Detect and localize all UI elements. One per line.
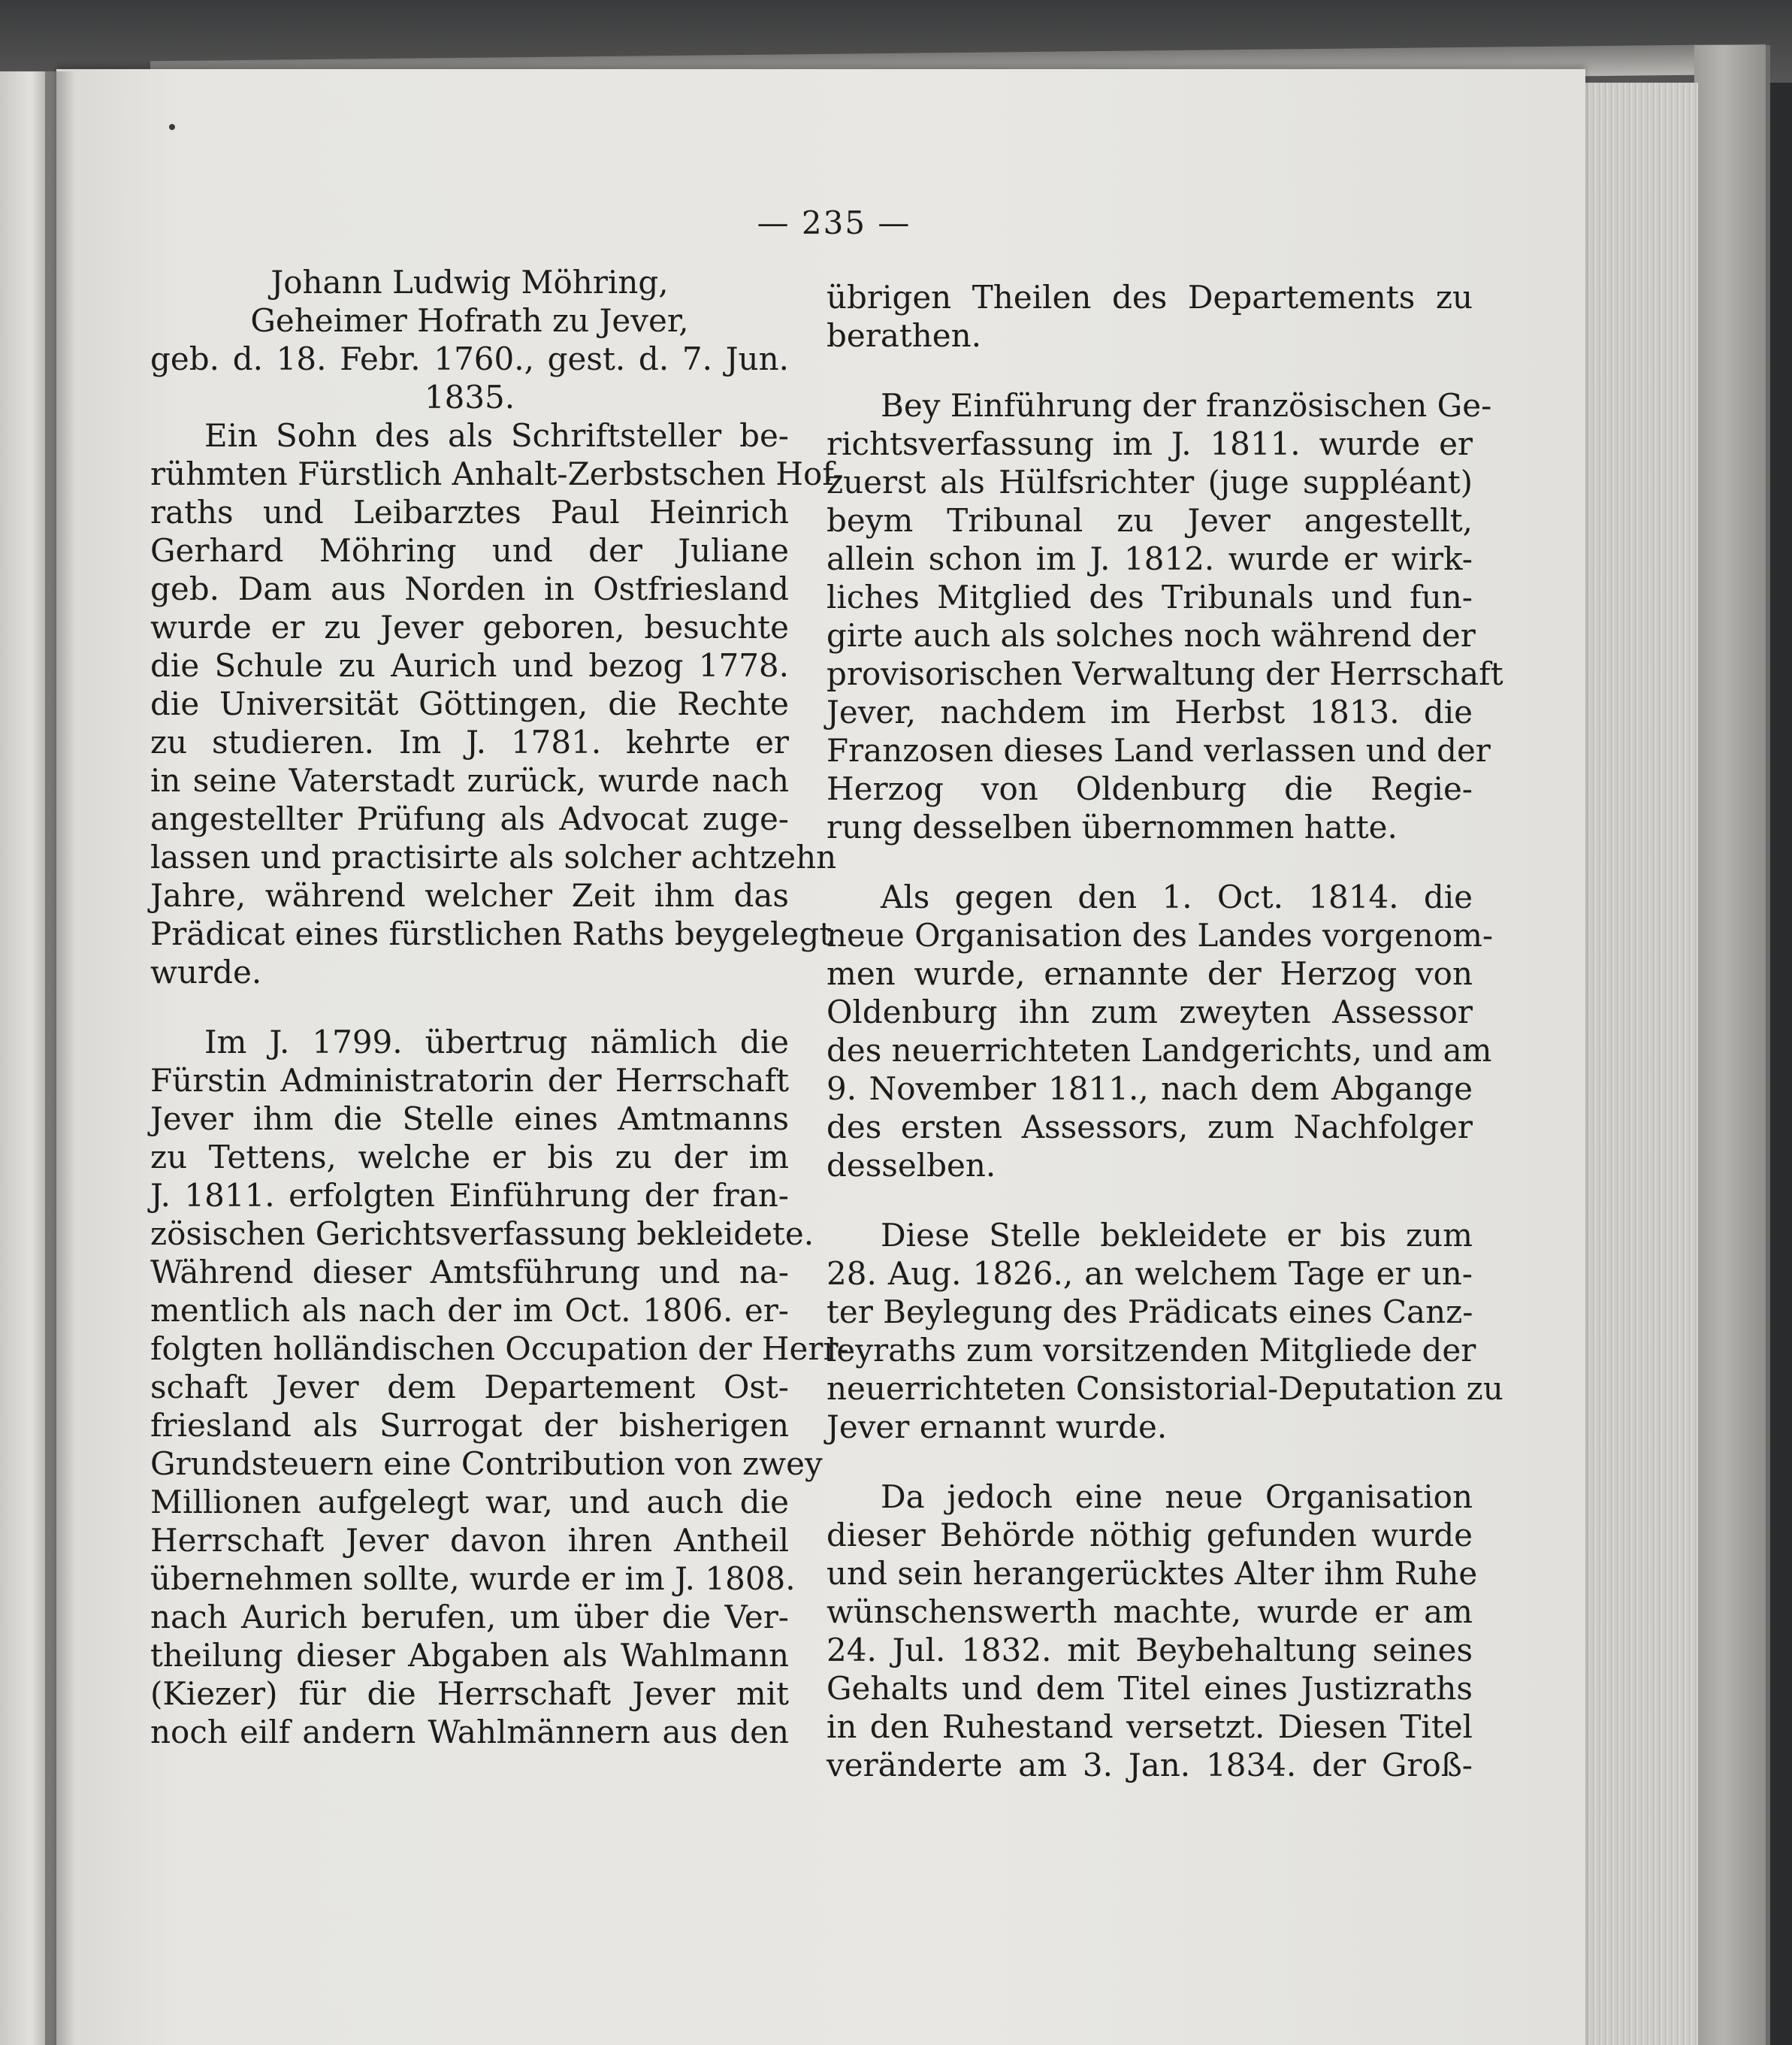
left-column-text-line: Grundsteuern eine Contribution von zwey <box>150 1445 823 1482</box>
right-column-text-line: 24. Jul. 1832. mit Beybehaltung seines <box>826 1632 1473 1668</box>
ink-speck <box>169 124 175 130</box>
left-column-text-line: theilung dieser Abgaben als Wahlmann <box>150 1637 789 1674</box>
left-column-text-line: J. 1811. erfolgten Einführung der fran- <box>150 1177 789 1214</box>
left-column-text-line: Während dieser Amtsführung und na- <box>150 1254 789 1290</box>
left-column-text-line: zu studieren. Im J. 1781. kehrte er <box>150 724 789 761</box>
right-column-text-line: liches Mitglied des Tribunals und fun- <box>826 579 1473 616</box>
right-column-text-line: übrigen Theilen des Departements zu <box>826 279 1473 316</box>
left-column-text-line: Prädicat eines fürstlichen Raths beygelegt <box>150 915 833 952</box>
right-column-text-line: rung desselben übernommen hatte. <box>826 809 1398 846</box>
right-column-text-line: Oldenburg ihn zum zweyten Assessor <box>826 994 1473 1030</box>
left-column-text-line: angestellter Prüfung als Advocat zuge- <box>150 800 789 837</box>
left-column-text-line: Herrschaft Jever davon ihren Antheil <box>150 1522 789 1559</box>
right-column-text-line: provisorischen Verwaltung der Herrschaft <box>826 655 1503 692</box>
left-column-text-line: Gerhard Möhring und der Juliane <box>150 532 789 569</box>
left-column-text-line: die Universität Göttingen, die Rechte <box>150 685 789 722</box>
right-column-text-line: richtsverfassung im J. 1811. wurde er <box>826 425 1473 462</box>
left-column-text-line: wurde. <box>150 954 262 991</box>
right-column-text-line: ter Beylegung des Prädicats eines Canz- <box>826 1293 1473 1330</box>
left-column-text-line: schaft Jever dem Departement Ost- <box>150 1369 789 1405</box>
right-column-text-line: beym Tribunal zu Jever angestellt, <box>826 502 1473 539</box>
paragraph-gap <box>826 846 1473 878</box>
right-column-text-line: und sein herangerücktes Alter ihm Ruhe <box>826 1555 1478 1592</box>
right-column-text-line: 9. November 1811., nach dem Abgange <box>826 1070 1473 1107</box>
left-column-text-line: übernehmen sollte, wurde er im J. 1808. <box>150 1560 796 1597</box>
paragraph-gap <box>826 1446 1473 1478</box>
right-text-column <box>826 278 1503 1784</box>
right-column-text-line: Gehalts und dem Titel eines Justizraths <box>826 1670 1473 1707</box>
right-column-text-line: zuerst als Hülfsrichter (juge suppléant) <box>826 464 1473 501</box>
left-column-text-line: Johann Ludwig Möhring, <box>270 264 669 301</box>
left-column-text-line: noch eilf andern Wahlmännern aus den <box>150 1714 789 1750</box>
left-column-text-line: folgten holländischen Occupation der Herr- <box>150 1330 849 1367</box>
right-column-text-line: allein schon im J. 1812. wurde er wirk- <box>826 540 1473 577</box>
left-column-text-line: Geheimer Hofrath zu Jever, <box>250 302 689 339</box>
right-column-text-line: Als gegen den 1. Oct. 1814. die <box>881 879 1473 915</box>
right-column-text-line: des ersten Assessors, zum Nachfolger <box>826 1109 1473 1145</box>
right-column-text-line: Herzog von Oldenburg die Regie- <box>826 770 1473 807</box>
left-column-text-line: nach Aurich berufen, um über die Ver- <box>150 1599 789 1635</box>
right-column-text-line: Diese Stelle bekleidete er bis zum <box>881 1217 1473 1254</box>
right-column-text-line: Bey Einführung der französischen Ge- <box>881 387 1492 424</box>
right-column-text-line: men wurde, ernannte der Herzog von <box>826 955 1473 992</box>
left-column-text-line: geb. Dam aus Norden in Ostfriesland <box>150 570 789 607</box>
left-text-column <box>150 263 849 1751</box>
left-column-text-line: wurde er zu Jever geboren, besuchte <box>150 609 789 646</box>
paragraph-gap <box>150 991 789 1023</box>
right-column-text-line: dieser Behörde nöthig gefunden wurde <box>826 1517 1473 1553</box>
page-gutter-shadow <box>45 71 75 2045</box>
left-column-text-line: Ein Sohn des als Schriftsteller be- <box>204 417 789 454</box>
right-column-text-line: veränderte am 3. Jan. 1834. der Groß- <box>826 1747 1473 1783</box>
left-column-text-line: raths und Leibarztes Paul Heinrich <box>150 494 789 531</box>
left-column-text-line: mentlich als nach der im Oct. 1806. er- <box>150 1292 789 1329</box>
left-column-text-line: geb. d. 18. Febr. 1760., gest. d. 7. Jun. <box>150 340 789 377</box>
left-column-text-line: (Kiezer) für die Herrschaft Jever mit <box>150 1675 789 1712</box>
right-column-text-line: 28. Aug. 1826., an welchem Tage er un- <box>826 1255 1473 1292</box>
left-column-text-line: Jahre, während welcher Zeit ihm das <box>150 877 789 914</box>
right-column-text-line: neuerrichteten Consistorial-Deputation zu <box>826 1370 1503 1407</box>
page-number: — 235 — <box>757 204 911 241</box>
book-cover-edge <box>1694 45 1770 2045</box>
right-column-text-line: girte auch als solches noch während der <box>826 617 1476 654</box>
left-column-text-line: Fürstin Administratorin der Herrschaft <box>150 1062 789 1099</box>
left-column-text-line: Jever ihm die Stelle eines Amtmanns <box>150 1100 789 1137</box>
right-column-text-line: wünschenswerth machte, wurde er am <box>826 1593 1473 1630</box>
left-column-text-line: die Schule zu Aurich und bezog 1778. <box>150 647 789 684</box>
right-column-text-line: in den Ruhestand versetzt. Diesen Titel <box>826 1708 1473 1745</box>
paragraph-gap <box>826 355 1473 386</box>
right-column-text-line: desselben. <box>826 1147 996 1184</box>
paragraph-gap <box>826 1184 1473 1216</box>
left-column-text-line: friesland als Surrogat der bisherigen <box>150 1407 789 1444</box>
right-column-text-line: Jever ernannt wurde. <box>826 1408 1168 1445</box>
right-column-text-line: Jever, nachdem im Herbst 1813. die <box>826 694 1473 731</box>
right-column-text-line: Franzosen dieses Land verlassen und der <box>826 732 1491 769</box>
left-column-text-line: 1835. <box>424 379 515 416</box>
left-column-text-line: Millionen aufgelegt war, und auch die <box>150 1484 789 1520</box>
right-column-text-line: Da jedoch eine neue Organisation <box>881 1478 1473 1515</box>
book-fore-edge <box>1585 83 1698 2045</box>
right-column-text-line: berathen. <box>826 317 982 354</box>
left-column-text-line: zu Tettens, welche er bis zu der im <box>150 1139 789 1175</box>
left-column-text-line: Im J. 1799. übertrug nämlich die <box>204 1024 789 1060</box>
right-column-text-line: leyraths zum vorsitzenden Mitgliede der <box>826 1332 1476 1369</box>
left-column-text-line: lassen und practisirte als solcher achtzehn <box>150 839 837 876</box>
right-column-text-line: neue Organisation des Landes vorgenom- <box>826 917 1494 954</box>
left-column-text-line: zösischen Gerichtsverfassung bekleidete. <box>150 1215 814 1252</box>
right-column-text-line: des neuerrichteten Landgerichts, und am <box>826 1032 1492 1069</box>
left-column-text-line: rühmten Fürstlich Anhalt-Zerbstschen Hof- <box>150 455 844 492</box>
left-column-text-line: in seine Vaterstadt zurück, wurde nach <box>150 762 789 799</box>
